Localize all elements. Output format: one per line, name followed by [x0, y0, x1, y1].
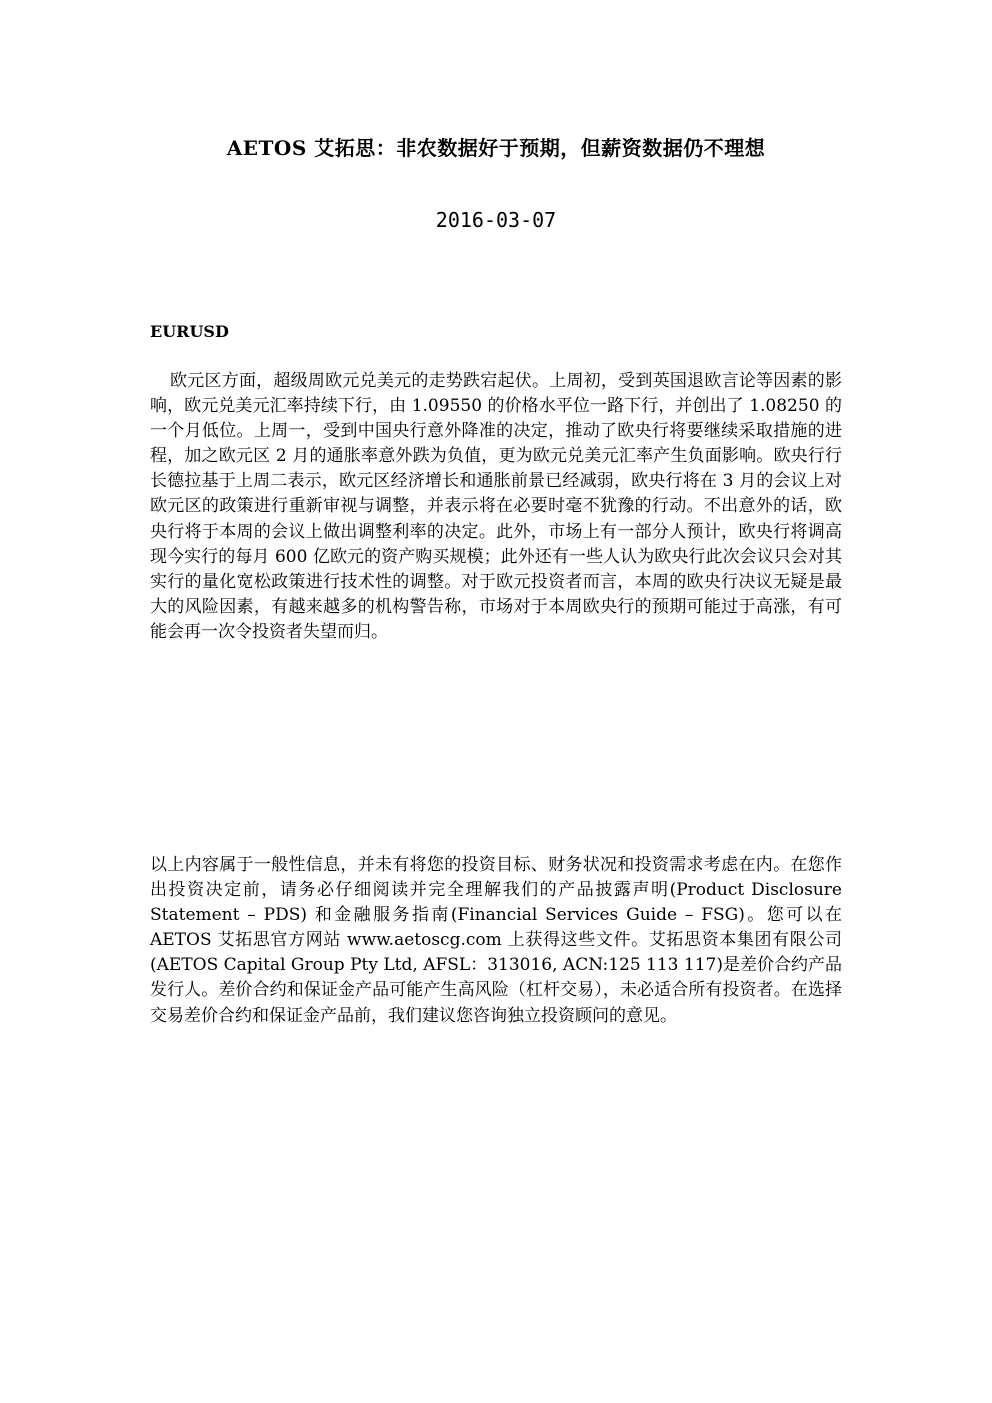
section-heading: EURUSD — [150, 322, 229, 341]
disclaimer-paragraph: 以上内容属于一般性信息，并未有将您的投资目标、财务状况和投资需求考虑在内。在您作出投资决定前，请务必仔细阅读并完全理解我们的产品披露声明(Product Disclosure Statement – PDS) 和金融服务指南(Financial Services Guide – FSG)。您可以在 AETOS 艾拓思官方网站 www.aetoscg.com 上获得这些文件。艾拓思资本集团有限公司(AETOS Capital Group Pty Ltd, AFSL：313016, ACN:125 113 117)是差价合约产品发行人。差价合约和保证金产品可能产生高风险（杠杆交易），未必适合所有投资者。在选择交易差价合约和保证金产品前，我们建议您咨询独立投资顾问的意见。 — [150, 855, 842, 1026]
body-paragraph: 欧元区方面，超级周欧元兑美元的走势跌宕起伏。上周初，受到英国退欧言论等因素的影响，欧元兑美元汇率持续下行，由 1.09550 的价格水平位一路下行，并创出了 1.08250 的一个月低位。上周一，受到中国央行意外降准的决定，推动了欧央行将要继续采取措施的进程，加之欧元区 2 月的通胀率意外跌为负值，更为欧元兑美元汇率产生负面影响。欧央行行长德拉基于上周二表示，欧元区经济增长和通胀前景已经减弱，欧央行将在 3 月的会议上对欧元区的政策进行重新审视与调整，并表示将在必要时毫不犹豫的行动。不出意外的话，欧央行将于本周的会议上做出调整利率的决定。此外，市场上有一部分人预计，欧央行将调高现今实行的每月 600 亿欧元的资产购买规模；此外还有一些人认为欧央行此次会议只会对其实行的量化宽松政策进行技术性的调整。对于欧元投资者而言，本周的欧央行决议无疑是最大的风险因素，有越来越多的机构警告称，市场对于本周欧央行的预期可能过于高涨，有可能会再一次令投资者失望而归。 — [150, 371, 842, 642]
document-date: 2016-03-07 — [435, 208, 557, 232]
document-title: AETOS 艾拓思：非农数据好于预期，但薪资数据仍不理想 — [226, 136, 766, 160]
